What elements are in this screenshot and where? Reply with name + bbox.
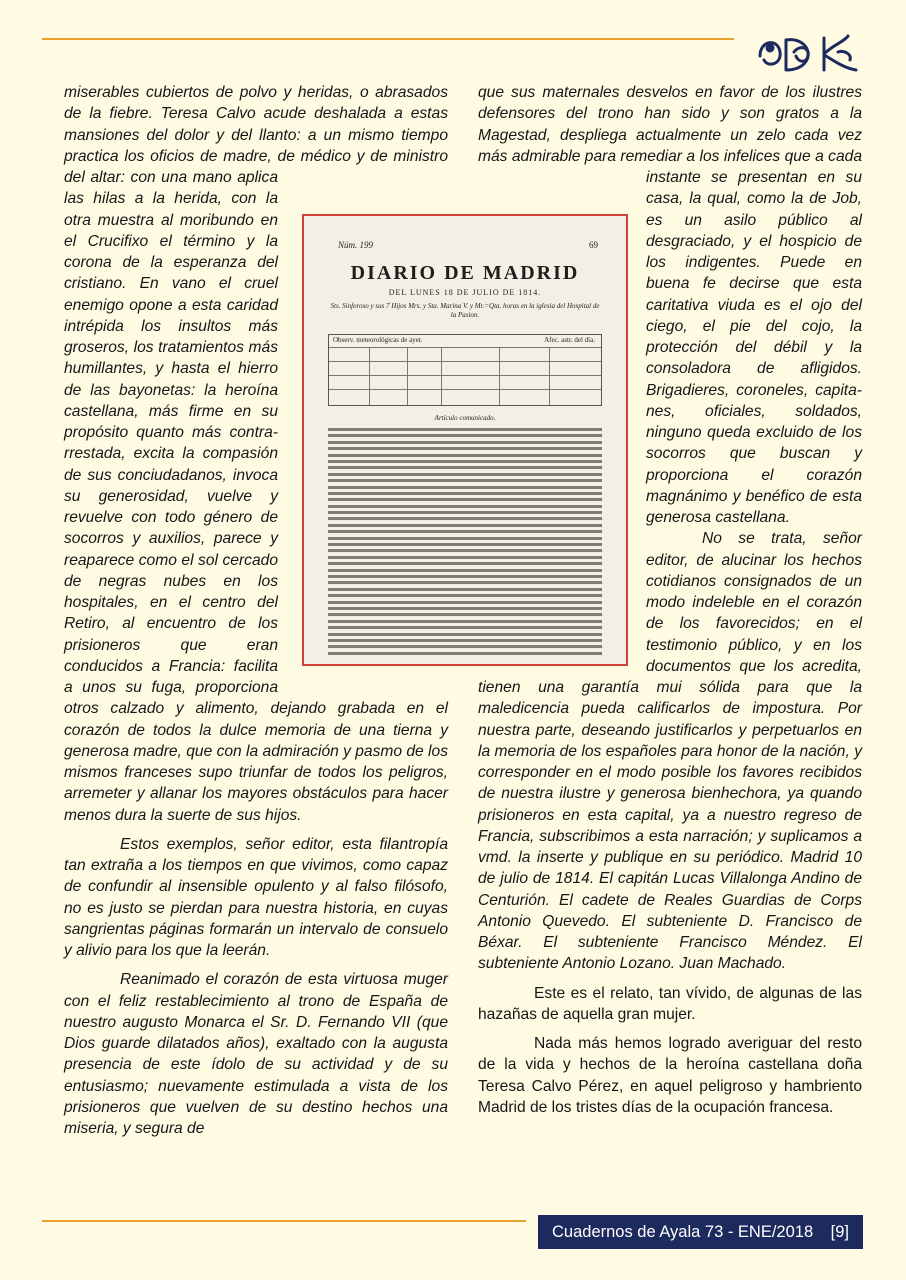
body-paragraph-6: Este es el relato, tan vívido, de algunas de las hazañas de aquella gran mujer.	[478, 984, 862, 1023]
clipping-table-header-2: Afec. astr. del día.	[544, 336, 595, 344]
footer-page-number: [9]	[830, 1223, 849, 1241]
clipping-subheading: Artículo comunicado.	[434, 414, 496, 422]
newspaper-clipping-image	[302, 214, 628, 666]
footer-magazine: Cuadernos de Ayala 73 - ENE/2018	[552, 1223, 814, 1241]
body-paragraph-7: Nada más hemos logrado averiguar del resto de la vida y hechos de la heroína castellana doña Teresa Calvo Pérez, en aquel peligroso y hambriento Madrid de los tristes días de la ocupación francesa.	[478, 1035, 862, 1116]
body-paragraph-2: Estos exemplos, señor editor, esta filantropía tan extraña a los tiempos en que vivimos, como capaz de confundir al insensible opulento y al falso filósofo, no es justo se pierdan para nuestra historia, en cuyas sangrientas páginas formarán un intervalo de consuelo y alivio para los que la leerán.	[64, 835, 448, 959]
clipping-page: 69	[589, 240, 598, 250]
top-rule	[42, 38, 734, 40]
clipping-body-text	[328, 428, 602, 650]
clipping-date: DEL LUNES 18 DE JULIO DE 1814.	[388, 288, 542, 297]
body-paragraph-4: que sus maternales desvelos en favor de los ilustres defensores del trono han sido y son gratos a la Magestad, despliega actualmente un zelo cada vez más admirable para remediar a los infelices que a cada instante se presentan en su casa, la qual, como la de Job, es un asilo público al desgraciado, y el hospicio de los indigentes. Puede en buena fe decirse que esta caritativa viuda es el ojo del ciego, el pie del cojo, la protección del débil y la consoladora de afligidos. Brigadieres, coroneles, capita- nes, oficiales, soldados, ninguno queda excluido de los socorros que buscan y proporciona el corazón magnánimo y benéfico de esta generosa castellana.	[478, 82, 862, 528]
clipping-weather-table	[328, 334, 602, 406]
body-paragraph-3: Reanimado el corazón de esta virtuosa muger con el feliz restablecimiento al trono de España de nuestro augusto Monarca el Sr. D. Fernando VII (que Dios guarde dilatados años), exaltado con la augusta presencia de este ídolo de su actividad y de su entusiasmo; nuevamente estimulada a vista de los prisioneros que vuelven de su destino hechos una miseria, y segura de	[64, 971, 448, 1137]
body-paragraph-5: No se trata, señor editor, de alucinar los hechos cotidianos consignados de un modo indeleble en el corazón de los favorecidos; en el testimonio público, y en los documentos que los acredita, tienen una garantía mui sólida para que la maledicencia pueda calificarlos de impostura. Por nuestra parte, deseando justificarlos y perpetuarlos en la memoria de los españoles para honor de la nación, y corresponder en el modo posible los favores recibidos de nuestra ilustre y generosa bienhechora, ya quando prisioneros en esta capital, ya a nuestro regreso de Francia, subscribimos a esta narración; y suplicamos a vmd. la inserte y publique en su periódico. Madrid 10 de julio de 1814. El capitán Lucas Villalonga Andino de Centurión. El cadete de Reales Guardias de Corps Antonio Quevedo. El subteniente D. Francisco de Béxar. El subteniente Francisco Méndez. El subteniente Antonio Lozano. Juan Machado.	[478, 530, 862, 973]
bottom-rule	[42, 1220, 526, 1222]
clipping-saints: Sts. Sinforoso y sus 7 Hijos Mrs. y Sta. Marina V. y Mr.=Qta. horas en la iglesia del Hospital de la Pasion.	[330, 302, 600, 319]
clipping-table-header: Observ. meteorológicas de ayer.	[333, 336, 423, 344]
clipping-number: Núm. 199	[338, 240, 374, 250]
ayala-logo-icon	[752, 26, 862, 78]
footer-bar	[538, 1215, 863, 1249]
body-paragraph-1: miserables cubiertos de polvo y heridas, o abrasados de la fiebre. Teresa Calvo acude deshalada a estas mansiones del dolor y del llanto: a un mismo tiempo practica los oficios de madre, de médico y de ministro del altar: con una mano aplica las hilas a la herida, con la otra muestra al moribundo en el Crucifixo el término y la corona de la esperanza del cristiano. En vano el cruel enemigo opone a esta caridad intrépida los insultos más groseros, los tratamientos más humillantes, y hasta el hierro de las bayonetas: la heroína castellana, más firme en su propósito quanto más contra- rrestada, excita la compasión de sus conciudadanos, invoca su generosidad, vuelve y revuelve con todo género de socorros y auxilios, parece y reaparece como el sol cercado de negras nubes en los hospitales, en el centro del Retiro, al encuentro de los prisioneros que eran conducidos a Francia: facilita a unos su fuga, proporciona otros calzado y alimento, dejando grabada en el corazón de todos la dulce memoria de una tierna y generosa madre, que con la admiración y pasmo de los mismos franceses supo triunfar de todos los peligros, arremeter y allanar los mayores obstáculos para hacer menos dura la suerte de sus hijos.	[64, 84, 448, 824]
clipping-title: DIARIO DE MADRID	[350, 262, 580, 284]
